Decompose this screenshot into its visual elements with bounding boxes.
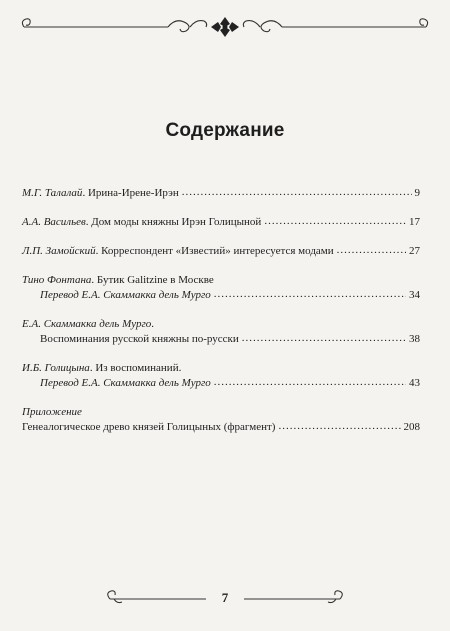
dot-leader	[264, 214, 406, 229]
table-of-contents	[22, 186, 420, 449]
toc-title: Генеалогическое древо князей Голицыных (фрагмент)	[22, 421, 276, 433]
toc-page-number: 208	[403, 421, 420, 433]
toc-author: Тино Фонтана	[22, 274, 92, 286]
toc-author: М.Г. Талалай	[22, 187, 83, 199]
toc-title: Дом моды княжны Ирэн Голицыной	[91, 216, 262, 228]
dot-leader	[214, 287, 406, 302]
toc-translator: Перевод Е.А. Скаммакка дель Мурго	[40, 377, 211, 389]
page-number: 7	[221, 590, 229, 605]
dot-leader	[278, 419, 400, 434]
toc-section-label: Приложение	[22, 406, 82, 418]
toc-entry	[22, 405, 420, 435]
toc-author: И.Б. Голицына	[22, 362, 90, 374]
toc-title: Ирина-Ирене-Ирэн	[87, 187, 179, 199]
toc-title: Воспоминания русской княжны по-русски	[40, 333, 239, 345]
toc-entry: И.Б. Голицына. Из воспоминаний. Перевод Е.А. Скаммакка дель Мурго ..... 43	[22, 361, 420, 391]
toc-title: Из воспоминаний	[95, 362, 179, 374]
toc-page-number: 17	[409, 216, 420, 228]
toc-author: Е.А. Скаммакка дель Мурго	[22, 318, 152, 330]
top-scroll-ornament-icon	[18, 13, 432, 41]
toc-page-number: 38	[409, 333, 420, 345]
toc-page-number: 9	[414, 187, 420, 199]
toc-page-number: 34	[409, 289, 420, 301]
toc-title: Бутик Galitzine в Москве	[96, 274, 214, 286]
toc-page-number: 43	[409, 377, 420, 389]
toc-entry: М.Г. Талалай. Ирина-Ирене-Ирэн ..... 9	[22, 186, 420, 201]
toc-translator: Перевод Е.А. Скаммакка дель Мурго	[40, 289, 211, 301]
toc-author: А.А. Васильев	[22, 216, 86, 228]
page-title: Содержание	[165, 120, 285, 141]
toc-entry: Е.А. Скаммакка дель Мурго. Воспоминания русской княжны по-русски ..... 38	[22, 317, 420, 347]
dot-leader	[214, 375, 406, 390]
dot-leader	[182, 185, 412, 200]
toc-page-number: 27	[409, 245, 420, 257]
toc-entry: Тино Фонтана. Бутик Galitzine в Москве Перевод Е.А. Скаммакка дель Мурго ..... 34	[22, 273, 420, 303]
toc-entry: А.А. Васильев. Дом моды княжны Ирэн Голицыной ..... 17	[22, 215, 420, 230]
dot-leader	[242, 331, 406, 346]
toc-entry: Л.П. Замойский. Корреспондент «Известий» интересуется модами ..... 27	[22, 244, 420, 259]
dot-leader	[337, 243, 406, 258]
toc-title: Корреспондент «Известий» интересуется модами	[101, 245, 334, 257]
toc-author: Л.П. Замойский	[22, 245, 96, 257]
